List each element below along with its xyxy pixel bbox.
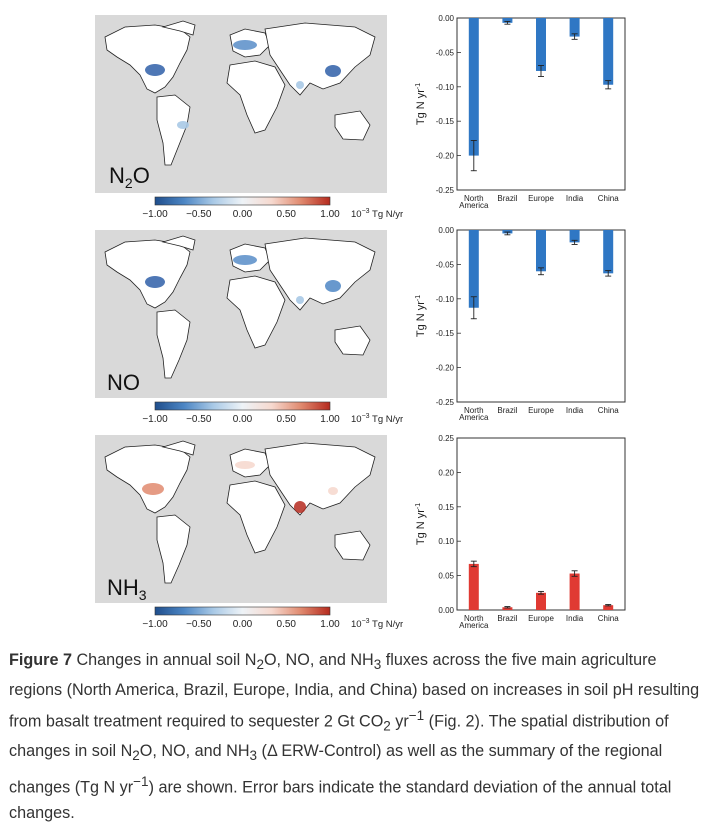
- plot-frame: [457, 438, 625, 610]
- x-tick-label: India: [565, 614, 584, 623]
- y-tick-label: 0.00: [438, 226, 454, 235]
- y-tick-label: 0.25: [438, 434, 454, 443]
- colorbar-tick-label: 1.00: [320, 209, 340, 220]
- x-tick-label: China: [597, 194, 619, 203]
- colorbar-tick-label: 0.50: [276, 209, 296, 220]
- x-tick-label: Brazil: [497, 194, 518, 203]
- y-tick-label: -0.10: [435, 294, 454, 304]
- caption-text: (Fig. 2). The spatial distribution of changes in soil N: [9, 712, 669, 761]
- india-hotspot: [294, 501, 306, 513]
- x-tick-label: India: [565, 406, 584, 415]
- north-america-hotspot: [145, 64, 165, 76]
- colorbar-tick-label: 1.00: [320, 619, 340, 630]
- caption-sup: −1: [133, 774, 149, 790]
- x-tick-label: Europe: [528, 614, 554, 623]
- n2o-gas-label: $N_2O$: [109, 163, 150, 191]
- north-america-hotspot: [142, 483, 164, 495]
- no-colorbar: [95, 398, 425, 428]
- y-tick-label: -0.20: [435, 363, 454, 373]
- bar-europe: [536, 230, 546, 271]
- colorbar-tick-label: 0.50: [276, 414, 296, 425]
- colorbar-tick-label: 0.00: [232, 414, 253, 425]
- colorbar-tick-label: −0.50: [186, 414, 212, 425]
- caption-sub: 2: [256, 657, 264, 673]
- y-tick-label: 0.00: [438, 606, 454, 615]
- colorbar-unit-label: $10^{-3}$ Tg N/yr: [351, 413, 404, 425]
- y-tick-label: -0.15: [435, 329, 454, 339]
- brazil-hotspot: [177, 121, 189, 129]
- caption-text: O, NO, and NH: [139, 742, 250, 761]
- europe-hotspot: [235, 461, 255, 469]
- bar-europe: [536, 18, 546, 71]
- y-tick-label: -0.10: [435, 82, 454, 92]
- n2o-colorbar: [95, 193, 425, 223]
- india-hotspot: [296, 296, 304, 304]
- nh3-world-map: [95, 435, 387, 603]
- no-world-map: [95, 230, 387, 398]
- north-america-hotspot: [145, 276, 165, 288]
- y-axis-label: Tg N $yr^{-1}$: [415, 82, 427, 126]
- figure-caption: [9, 648, 709, 826]
- colorbar-tick-label: −1.00: [142, 414, 168, 425]
- y-tick-label: 0.05: [438, 571, 454, 581]
- bar-india: [570, 574, 580, 610]
- x-tick-label: North America: [459, 194, 489, 210]
- x-tick-label: Europe: [528, 194, 554, 203]
- bar-china: [603, 230, 613, 273]
- colorbar-tick-label: 0.50: [276, 619, 296, 630]
- colorbar-gradient: [155, 402, 330, 410]
- nh3-colorbar: [95, 603, 425, 633]
- colorbar-tick-label: −1.00: [142, 209, 168, 220]
- caption-sub: 3: [249, 748, 258, 764]
- bar-north-america: [469, 564, 479, 610]
- y-tick-label: -0.25: [435, 398, 454, 407]
- y-tick-label: -0.20: [435, 151, 454, 161]
- y-tick-label: -0.05: [435, 260, 454, 270]
- colorbar-tick-label: −1.00: [142, 619, 168, 630]
- nh3-bar-chart: [395, 430, 635, 630]
- x-tick-label: China: [597, 406, 619, 415]
- colorbar-gradient: [155, 197, 330, 205]
- colorbar-tick-label: 1.00: [320, 414, 340, 425]
- x-tick-label: India: [565, 194, 584, 203]
- caption-sub: 2: [132, 748, 140, 764]
- no-bar-chart: [395, 222, 635, 422]
- y-tick-label: 0.00: [438, 14, 454, 23]
- no-gas-label: NO: [107, 370, 140, 395]
- y-tick-label: -0.05: [435, 48, 454, 58]
- y-axis-label: Tg N $yr^{-1}$: [415, 294, 427, 338]
- colorbar-unit-label: $10^{-3}$ Tg N/yr: [351, 618, 404, 630]
- no-map-panel: [95, 230, 404, 428]
- europe-hotspot: [233, 255, 257, 265]
- x-tick-label: Brazil: [497, 406, 518, 415]
- caption-text: fluxes across the five main agriculture regions (North America, Brazil, Europe, India, and China) based on increases in soil pH resulting from basalt treatment required to sequester 2 Gt CO: [9, 651, 700, 731]
- china-hotspot: [328, 487, 338, 495]
- china-hotspot: [325, 65, 341, 77]
- india-hotspot: [296, 81, 304, 89]
- y-axis-label: Tg N $yr^{-1}$: [415, 502, 427, 546]
- n2o-map-panel: [95, 15, 404, 223]
- caption-sup: −1: [408, 708, 425, 724]
- x-tick-label: North America: [459, 406, 489, 422]
- caption-figure-label: Figure 7: [9, 651, 72, 669]
- europe-hotspot: [233, 40, 257, 50]
- caption-text: (Δ ERW-Control) as well as the summary of the regional changes (Tg N yr: [9, 742, 663, 797]
- china-hotspot: [325, 280, 341, 292]
- nh3-map-panel: [95, 435, 404, 633]
- bar-china: [603, 18, 613, 85]
- caption-text: O, NO, and NH: [263, 651, 374, 669]
- caption-text: yr: [390, 712, 409, 731]
- caption-sub: 3: [373, 657, 382, 673]
- colorbar-tick-label: −0.50: [186, 209, 212, 220]
- y-tick-label: 0.20: [438, 468, 454, 478]
- bar-europe: [536, 593, 546, 610]
- y-tick-label: 0.15: [438, 502, 454, 512]
- colorbar-tick-label: 0.00: [232, 209, 253, 220]
- colorbar-gradient: [155, 607, 330, 615]
- x-tick-label: Europe: [528, 406, 554, 415]
- caption-text: ) are shown. Error bars indicate the standard deviation of the annual total changes.: [9, 778, 672, 822]
- caption-text: Changes in annual soil N: [71, 651, 257, 669]
- y-tick-label: -0.15: [435, 117, 454, 127]
- colorbar-tick-label: 0.00: [232, 619, 253, 630]
- x-tick-label: China: [597, 614, 619, 623]
- bar-north-america: [469, 18, 479, 156]
- y-tick-label: -0.25: [435, 186, 454, 195]
- y-tick-label: 0.10: [438, 537, 454, 547]
- colorbar-tick-label: −0.50: [186, 619, 212, 630]
- x-tick-label: North America: [459, 614, 489, 630]
- figure-7: [95, 10, 635, 632]
- n2o-world-map: [95, 15, 387, 193]
- n2o-bar-chart: [395, 10, 635, 210]
- nh3-gas-label: $NH_3$: [107, 575, 147, 603]
- colorbar-unit-label: $10^{-3}$ Tg N/yr: [351, 208, 404, 220]
- bar-north-america: [469, 230, 479, 308]
- x-tick-label: Brazil: [497, 614, 518, 623]
- caption-sub: 2: [383, 718, 391, 734]
